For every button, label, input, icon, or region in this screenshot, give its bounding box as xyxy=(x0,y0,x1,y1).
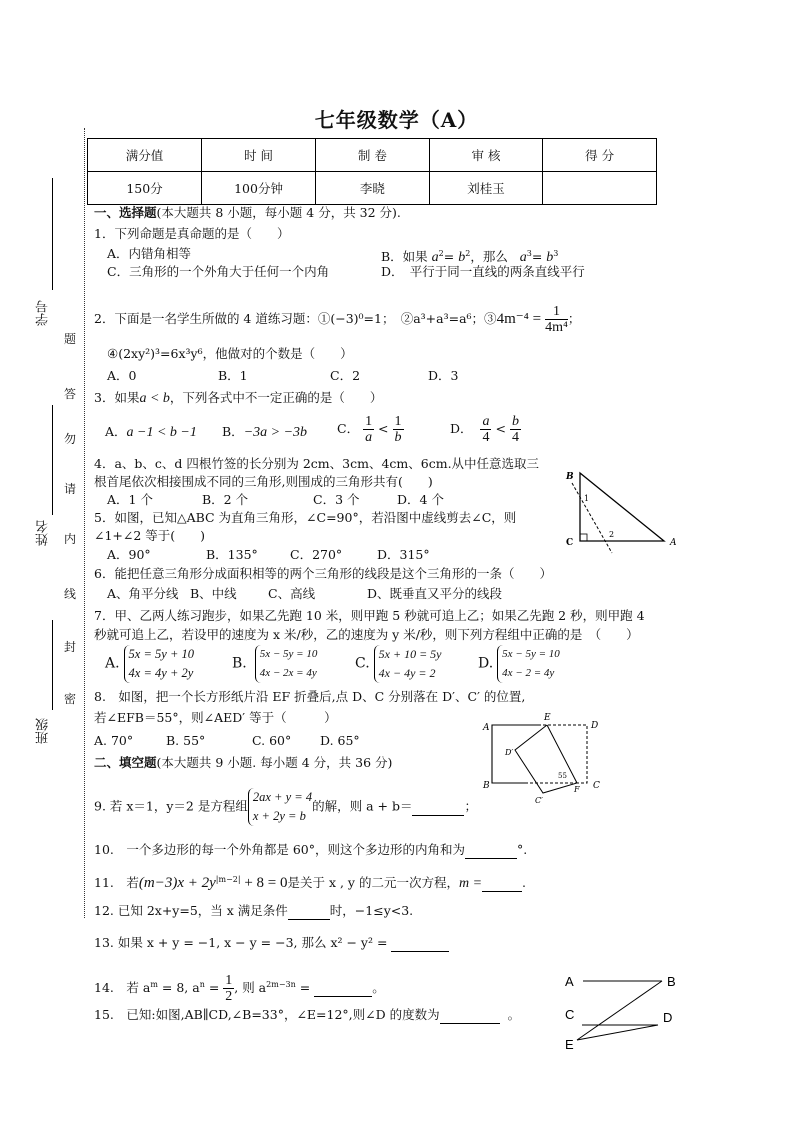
label-b: B xyxy=(667,974,676,989)
q2-fraction xyxy=(545,304,568,335)
q2-option-b: B．1 xyxy=(218,368,248,383)
label-e: E xyxy=(565,1037,574,1052)
q1-option-b: B．如果 $a^2= b^2$，那么 $a^3= b^3$ xyxy=(381,249,559,266)
q6-option-c: C、高线 xyxy=(268,586,316,601)
q2-expr: 4m⁻⁴ = xyxy=(496,311,542,327)
seal-dotted-line xyxy=(84,128,85,918)
q11-exponent: |m−2| xyxy=(215,875,241,884)
question-15 xyxy=(94,1007,520,1024)
q6-option-a: A、角平分线 xyxy=(107,586,179,601)
equation-system xyxy=(497,645,560,683)
question-13 xyxy=(94,935,449,952)
question-8-line1: 8. 如图，把一个长方形纸片沿 EF 折叠后,点 D、C 分别落在 D′、C′ 的位置, xyxy=(94,689,526,704)
table-header: 时 间 xyxy=(202,139,316,172)
answer-blank[interactable] xyxy=(482,875,522,892)
line-de xyxy=(577,1025,658,1040)
angle-1-label: 1 xyxy=(584,494,590,503)
q14-text: = xyxy=(204,980,224,995)
q3-condition: a < b xyxy=(139,391,170,406)
question-11 xyxy=(94,872,526,892)
q3-text2: ，下列各式中不一定正确的是（ ） xyxy=(169,390,383,405)
label-c: C xyxy=(565,1007,575,1022)
triangle-abc xyxy=(580,473,664,541)
section-title: 一、选择题 xyxy=(94,205,157,220)
section-heading xyxy=(94,205,401,221)
equation: 5x − 5y = 10 xyxy=(502,648,560,660)
table-row xyxy=(88,172,657,205)
section-note: (本大题共 9 小题. 每小题 4 分，共 36 分) xyxy=(156,755,393,770)
label-d: D xyxy=(591,721,599,731)
q3-option-c xyxy=(337,414,404,445)
q5-option-b: B．135° xyxy=(206,547,258,562)
q5-option-a: A．90° xyxy=(107,547,151,562)
answer-blank[interactable] xyxy=(314,980,372,997)
q11-expr2: + 8 = 0 xyxy=(240,875,288,892)
q4-option-b: B．2 个 xyxy=(202,492,249,507)
seal-char: 题 xyxy=(64,332,77,346)
fraction xyxy=(510,414,521,445)
exponent: m xyxy=(150,979,158,989)
q11-text: 11. 若 xyxy=(94,875,139,891)
label-d: D xyxy=(663,1010,673,1025)
table-header: 审 核 xyxy=(429,139,543,172)
numerator: b xyxy=(511,414,519,429)
question-5-line2: ∠1+∠2 等于( ) xyxy=(94,528,206,543)
q15-end: 。 xyxy=(507,1007,521,1022)
answer-blank[interactable] xyxy=(440,1007,500,1024)
question-14 xyxy=(94,973,385,1004)
answer-blank[interactable] xyxy=(465,842,517,859)
numerator: 1 xyxy=(365,414,373,429)
q9-end: ； xyxy=(464,798,477,814)
numerator: 1 xyxy=(394,414,402,429)
q4-option-a: A．1 个 xyxy=(107,492,153,507)
question-9 xyxy=(94,788,477,826)
equation: 5x − 5y = 10 xyxy=(259,648,318,660)
equation: 5x = 5y + 10 xyxy=(128,647,195,661)
q3-option-d xyxy=(450,414,521,445)
q1-option-a: A．内错角相等 xyxy=(107,246,192,261)
expr: a −1 < b −1 xyxy=(126,425,197,440)
q11-expr: (m−3)x + 2y xyxy=(138,875,216,892)
q5-triangle-figure xyxy=(560,465,690,555)
q5-option-d: D．315° xyxy=(377,547,430,562)
equation-system xyxy=(124,645,194,683)
table-cell: 李晓 xyxy=(316,172,430,205)
equation-system xyxy=(248,788,312,826)
label-c: C xyxy=(566,538,574,548)
question-10 xyxy=(94,842,527,859)
less-than: < xyxy=(495,421,506,436)
numerator: a xyxy=(482,414,490,429)
label-a: A xyxy=(565,974,574,989)
less-than: < xyxy=(378,421,389,436)
q3-option-a xyxy=(105,424,197,441)
label: A． xyxy=(105,424,127,439)
right-angle-mark xyxy=(580,534,587,541)
question-2-line2: ④(2xy²)³=6x³y⁶，他做对的个数是（ ） xyxy=(107,346,353,361)
q3-text: 3．如果 xyxy=(94,390,140,405)
q14-end: 。 xyxy=(372,980,385,995)
q2-option-d: D．3 xyxy=(428,368,459,383)
q2-option-c: C．2 xyxy=(330,368,361,383)
q4-option-d: D．4 个 xyxy=(397,492,444,507)
question-2-stem: 2．下面是一名学生所做的 4 道练习题：①(−3)⁰=1； ②a³+a³=a⁶；③4m⁻⁴ = $\frac{1}{\text{4m⁴}}$ ； xyxy=(94,304,581,335)
equation: 4x − 2 = 4y xyxy=(502,667,555,679)
numerator: 1 xyxy=(545,304,568,320)
equation: 5x + 10 = 5y xyxy=(378,647,442,661)
label-d-prime: D′ xyxy=(505,748,514,757)
question-6-stem: 6．能把任意三角形分成面积相等的两个三角形的线段是这个三角形的一条（ ） xyxy=(94,566,552,581)
q7-option-a xyxy=(105,645,194,683)
question-7-line1: 7．甲、乙两人练习跑步，如果乙先跑 10 米，则甲跑 5 秒就可追上乙；如果乙先跑 2 秒，则甲跑 4 xyxy=(94,608,645,623)
table-row xyxy=(88,139,657,172)
equation-system xyxy=(255,645,318,683)
q14-text: = 8, a xyxy=(157,980,200,995)
label-c-prime: C′ xyxy=(535,796,543,805)
q10-end: °. xyxy=(517,842,528,857)
q7-option-d xyxy=(478,645,560,683)
expr: −3a > −3b xyxy=(243,425,308,440)
label-a: A xyxy=(483,723,490,733)
q4-option-c: C．3 个 xyxy=(313,492,360,507)
q1-option-c: C．三角形的一个外角大于任何一个内角 xyxy=(107,264,330,279)
label-b: B xyxy=(566,472,574,482)
equation: 4x = 4y + 2y xyxy=(128,666,194,680)
q3-option-b xyxy=(222,424,307,441)
question-8-line2: 若∠EFB＝55°，则∠AED′ 等于（ ） xyxy=(94,710,337,725)
page-title: 七年级数学（A） xyxy=(314,108,479,132)
question-5-line1: 5．如图，已知△ABC 为直角三角形，∠C=90°，若沿图中虚线剪去∠C，则 xyxy=(94,510,517,525)
angle-55-label: 55 xyxy=(558,772,567,780)
question-4-line2: 根首尾依次相接围成不同的三角形,则围成的三角形共有( ) xyxy=(94,474,433,489)
q14-text: 14. 若 a xyxy=(94,980,151,995)
denominator: 2 xyxy=(225,989,233,1004)
name-label: 姓名 xyxy=(36,520,51,546)
question-12 xyxy=(94,903,413,920)
q11-m: m = xyxy=(458,876,483,892)
table-header: 得 分 xyxy=(543,139,657,172)
table-header: 满分值 xyxy=(88,139,202,172)
label-c: C xyxy=(593,781,600,791)
denominator: 4m⁴ xyxy=(545,320,568,335)
seal-char: 勿 xyxy=(64,432,77,446)
answer-blank[interactable] xyxy=(391,935,449,952)
q2-option-a: A．0 xyxy=(107,368,137,383)
q11-text2: 是关于 x , y 的二元一次方程， xyxy=(287,875,459,891)
q2-text: 2．下面是一名学生所做的 4 道练习题：①(−3)⁰=1； ②a³+a³=a⁶；③ xyxy=(94,311,497,326)
equation-system xyxy=(374,645,442,683)
q12-text: 12. 已知 2x+y=5，当 x 满足条件 xyxy=(94,903,288,918)
seal-char: 请 xyxy=(64,482,77,496)
fraction xyxy=(223,973,234,1004)
label: B． xyxy=(222,424,244,439)
table-cell: 刘桂玉 xyxy=(429,172,543,205)
question-4-line1: 4．a、b、c、d 四根竹签的长分别为 2cm、3cm、4cm、6cm.从中任意选取三 xyxy=(94,456,540,471)
q1-option-d: D． 平行于同一直线的两条直线平行 xyxy=(381,264,585,279)
seal-char: 答 xyxy=(64,387,77,401)
angle-2-label: 2 xyxy=(609,530,615,539)
q7-option-c xyxy=(355,645,442,683)
denominator: 4 xyxy=(482,430,490,445)
q1-b-text: B．如果 xyxy=(381,249,432,265)
label: D． xyxy=(450,421,473,436)
label: D. xyxy=(478,655,494,672)
q9-text2: 的解，则 a + b＝ xyxy=(312,798,413,814)
fraction xyxy=(393,414,404,445)
table-cell: 100分钟 xyxy=(202,172,316,205)
q9-text: 9. 若 x＝1，y＝2 是方程组 xyxy=(94,798,248,814)
fraction xyxy=(363,414,374,445)
q14-text: , 则 a xyxy=(234,980,267,995)
seal-char: 线 xyxy=(64,587,77,601)
denominator: a xyxy=(365,430,373,445)
equation: 4x − 4y = 2 xyxy=(378,666,436,680)
numerator: 1 xyxy=(225,973,233,988)
fraction xyxy=(480,414,491,445)
exponent: 2m−3n xyxy=(266,979,296,989)
equation: 4x − 2x = 4y xyxy=(259,667,317,679)
q15-parallel-figure xyxy=(555,965,695,1055)
section-heading xyxy=(94,755,392,771)
answer-blank[interactable] xyxy=(288,903,330,920)
seal-char: 内 xyxy=(64,532,77,546)
answer-blank[interactable] xyxy=(412,799,464,816)
q8-fold-figure xyxy=(475,708,610,808)
q12-end: 时，−1≤y<3. xyxy=(329,903,414,918)
line-be xyxy=(577,981,662,1040)
equation: 2ax + y = 4 xyxy=(252,790,313,804)
q7-option-b xyxy=(232,645,317,683)
exponent: n xyxy=(199,979,205,989)
question-7-line2: 秒就可追上乙，若设甲的速度为 x 米/秒，乙的速度为 y 米/秒，则下列方程组中正确的是 （ ） xyxy=(94,627,639,642)
label-e: E xyxy=(544,713,551,723)
q5-option-c: C．270° xyxy=(290,547,343,562)
score-table xyxy=(87,138,657,205)
score-input-cell[interactable] xyxy=(543,172,657,205)
q8-option-a: A. 70° xyxy=(94,733,134,748)
question-1-stem: 1．下列命题是真命题的是（ ） xyxy=(94,226,290,241)
q11-end: . xyxy=(522,875,527,891)
name-line[interactable] xyxy=(52,405,53,515)
q6-option-d: D、既垂直又平分的线段 xyxy=(367,586,503,601)
label-b: B xyxy=(483,781,490,791)
q10-text: 10. 一个多边形的每一个外角都是 60°，则这个多边形的内角和为 xyxy=(94,842,466,857)
label: C. xyxy=(355,655,370,672)
question-3-stem xyxy=(94,390,382,407)
q8-option-b: B. 55° xyxy=(166,733,206,748)
q14-text: = xyxy=(295,980,311,995)
q15-text: 15. 已知:如图,AB∥CD,∠B=33°，∠E=12°,则∠D 的度数为 xyxy=(94,1007,440,1022)
q13-text: 13. 如果 x + y = −1, x − y = −3, 那么 x² − y² = xyxy=(94,935,388,950)
q6-option-b: B、中线 xyxy=(190,586,237,601)
q8-option-d: D. 65° xyxy=(320,733,360,748)
q1-b-text2: ，那么 xyxy=(470,249,512,265)
label: C． xyxy=(337,421,360,436)
denominator: 4 xyxy=(511,430,519,445)
label: A. xyxy=(105,655,120,672)
section-note: (本大题共 8 小题，每小题 4 分，共 32 分). xyxy=(156,205,401,220)
table-header: 制 卷 xyxy=(316,139,430,172)
denominator: b xyxy=(394,430,402,445)
label-a: A xyxy=(670,538,677,548)
table-cell: 150分 xyxy=(88,172,202,205)
student-id-line[interactable] xyxy=(52,178,53,290)
seal-char: 密 xyxy=(64,692,77,706)
equation: x + 2y = b xyxy=(252,809,306,823)
student-id-label: 学号 xyxy=(36,300,51,326)
seal-char: 封 xyxy=(64,640,77,654)
label: B. xyxy=(232,655,247,672)
class-line[interactable] xyxy=(52,620,53,710)
label-f: F xyxy=(574,785,580,794)
class-label: 班级 xyxy=(36,718,51,744)
q8-option-c: C. 60° xyxy=(252,733,292,748)
section-title: 二、填空题 xyxy=(94,755,157,770)
